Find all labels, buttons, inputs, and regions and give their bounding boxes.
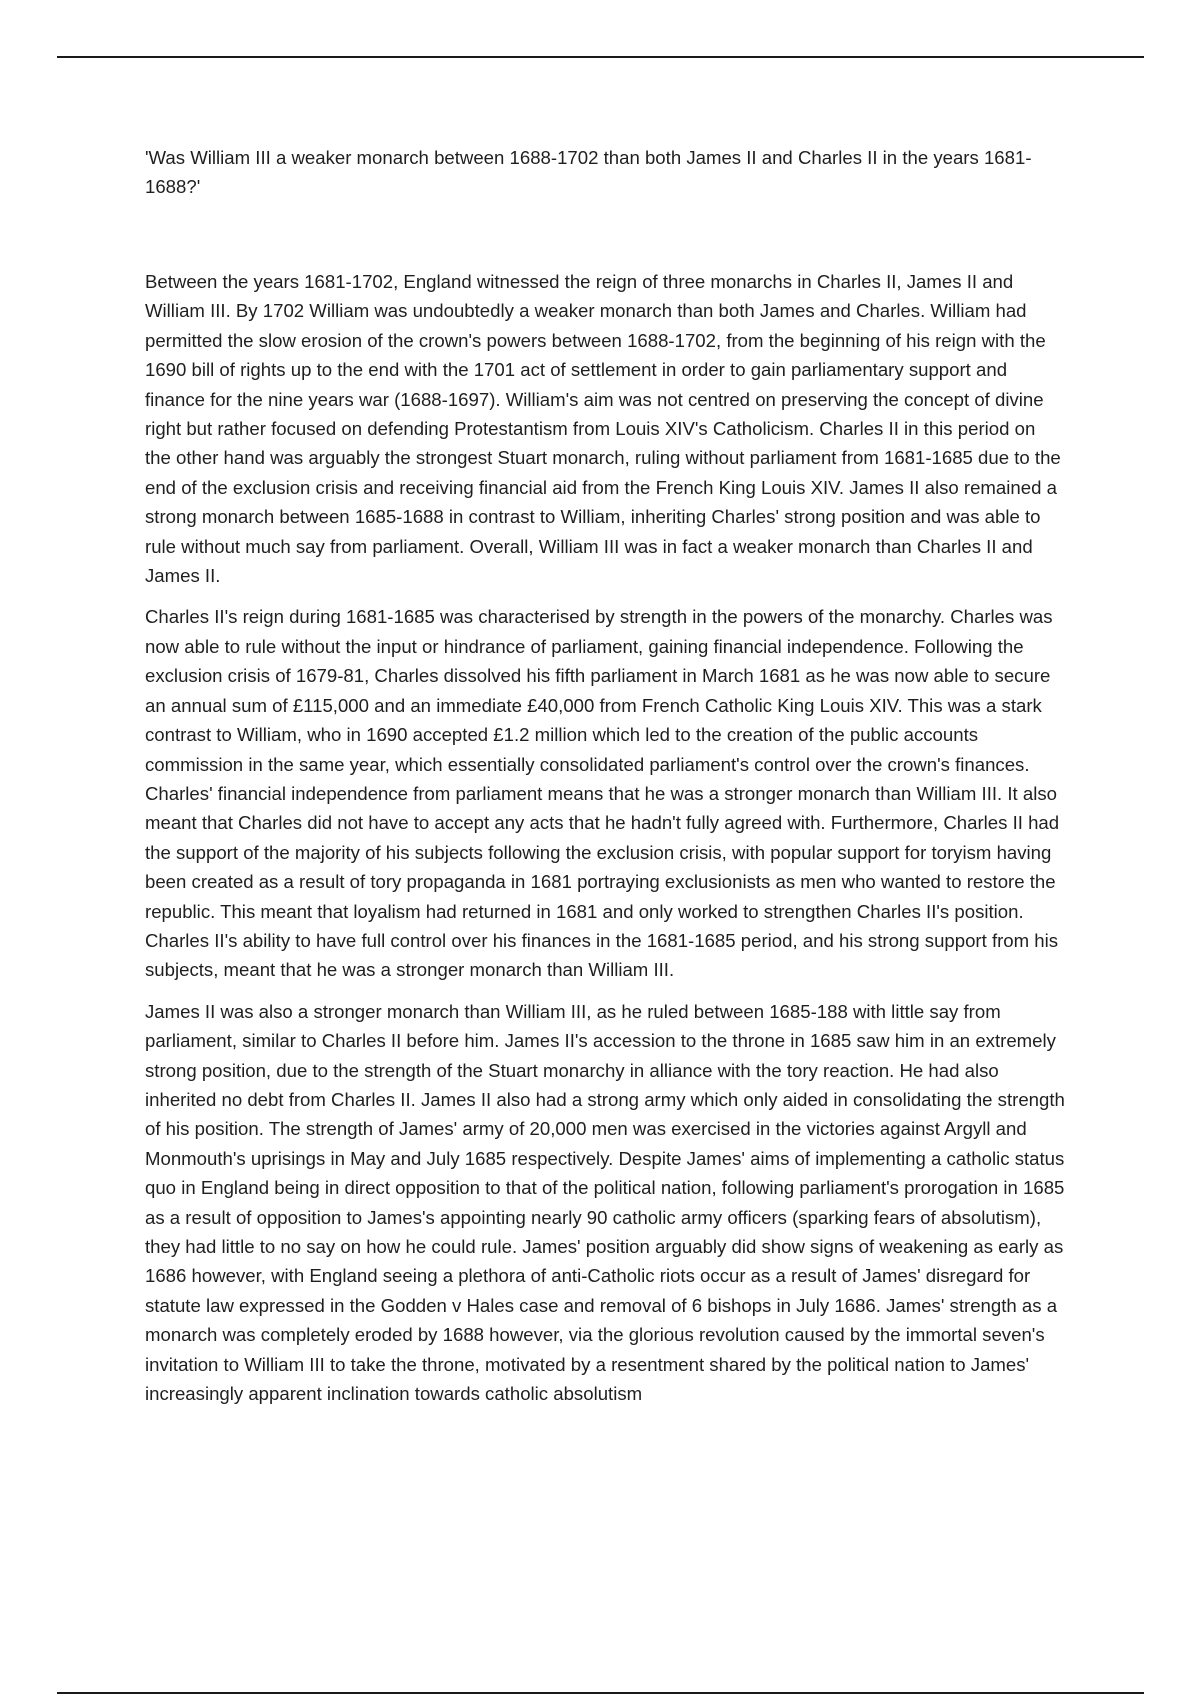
paragraph-james-ii: James II was also a stronger monarch than William III, as he ruled between 1685-188 with little say from parliament, similar to Charles II before him. James II's accession to the throne in 1685 saw him in an extremely strong position, due to the strength of the Stuart monarchy in alliance with the tory reaction. He had also inherited no debt from Charles II. James II also had a strong army which only aided in consolidating the strength of his position. The strength of James' army of 20,000 men was exercised in the victories against Argyll and Monmouth's uprisings in May and July 1685 respectively. Despite James' aims of implementing a catholic status quo in England being in direct opposition to that of the political nation, following parliament's prorogation in 1685 as a result of opposition to James's appointing nearly 90 catholic army officers (sparking fears of absolutism), they had little to no say on how he could rule. James' position arguably did show signs of weakening as early as 1686 however, with England seeing a plethora of anti-Catholic riots occur as a result of James' disregard for statute law expressed in the Godden v Hales case and removal of 6 bishops in July 1686. James' strength as a monarch was completely eroded by 1688 however, via the glorious revolution caused by the immortal seven's invitation to William III to take the throne, motivated by a resentment shared by the political nation to James' increasingly apparent inclination towards catholic absolutism	[145, 1000, 1065, 1405]
essay-question: 'Was William III a weaker monarch between 1688-1702 than both James II and Charles II in the years 1681-1688?'	[145, 147, 1032, 197]
paragraph-charles-ii: Charles II's reign during 1681-1685 was characterised by strength in the powers of the monarchy. Charles was now able to rule without the input or hindrance of parliament, gaining financial independence. Following the exclusion crisis of 1679-81, Charles dissolved his fifth parliament in March 1681 as he was now able to secure an annual sum of £115,000 and an immediate £40,000 from French Catholic King Louis XIV. This was a stark contrast to William, who in 1690 accepted £1.2 million which led to the creation of the public accounts commission in the same year, which essentially consolidated parliament's control over the crown's finances. Charles' financial independence from parliament means that he was a stronger monarch than William III. It also meant that Charles did not have to accept any acts that he hadn't fully agreed with. Furthermore, Charles II had the support of the majority of his subjects following the exclusion crisis, with popular support for toryism having been created as a result of tory propaganda in 1681 portraying exclusionists as men who wanted to restore the republic. This meant that loyalism had returned in 1681 and only worked to strengthen Charles II's position. Charles II's ability to have full control over his finances in the 1681-1685 period, and his strong support from his subjects, meant that he was a stronger monarch than William III.	[145, 606, 1060, 981]
footer-rule	[57, 1692, 1144, 1694]
document-body	[145, 143, 1065, 1420]
header-rule	[57, 56, 1144, 58]
paragraph-introduction: Between the years 1681-1702, England witnessed the reign of three monarchs in Charles II, James II and William III. By 1702 William was undoubtedly a weaker monarch than both James and Charles. William had permitted the slow erosion of the crown's powers between 1688-1702, from the beginning of his reign with the 1690 bill of rights up to the end with the 1701 act of settlement in order to gain parliamentary support and finance for the nine years war (1688-1697). William's aim was not centred on preserving the concept of divine right but rather focused on defending Protestantism from Louis XIV's Catholicism. Charles II in this period on the other hand was arguably the strongest Stuart monarch, ruling without parliament from 1681-1685 due to the end of the exclusion crisis and receiving financial aid from the French King Louis XIV. James II also remained a strong monarch between 1685-1688 in contrast to William, inheriting Charles' strong position and was able to rule without much say from parliament. Overall, William III was in fact a weaker monarch than Charles II and James II.	[145, 271, 1061, 587]
